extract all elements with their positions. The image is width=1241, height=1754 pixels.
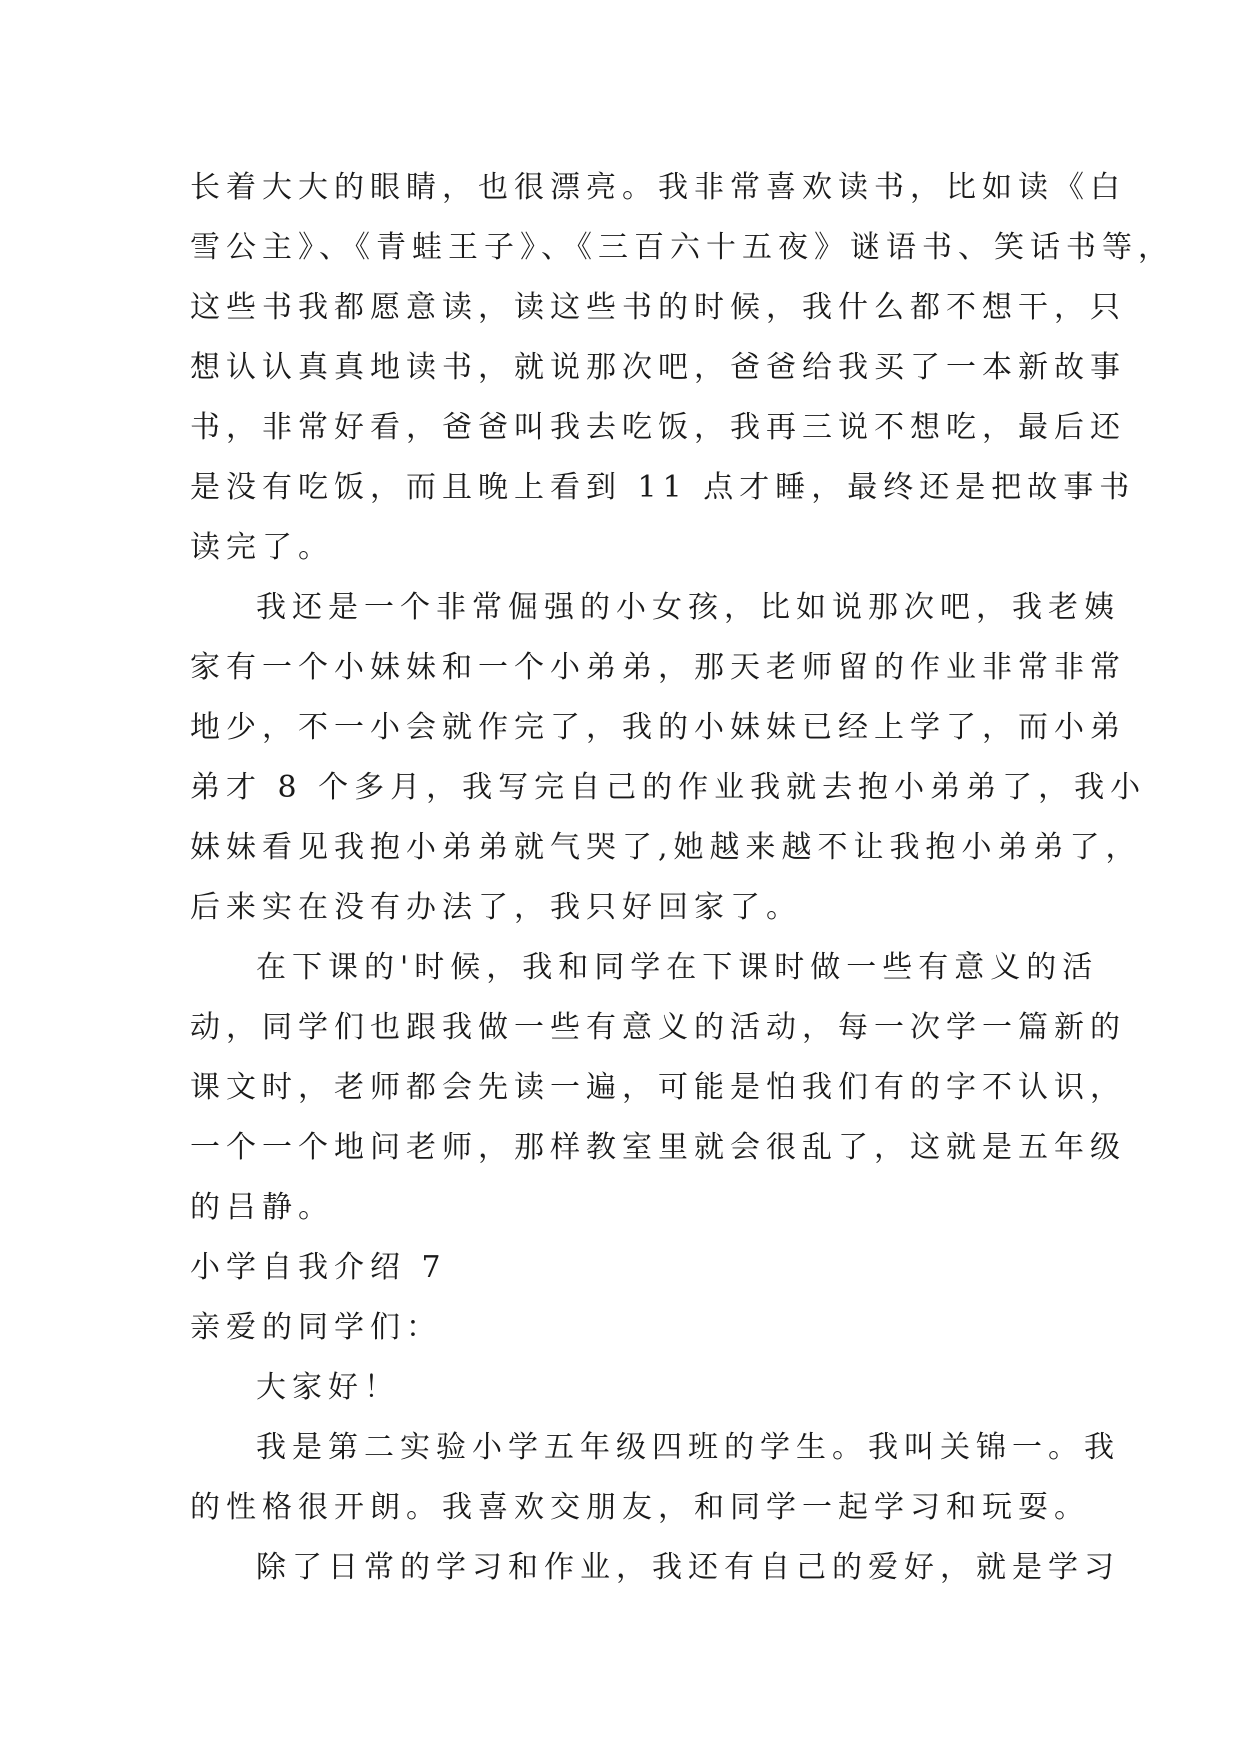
text-line-8: 我还是一个非常倔强的小女孩，比如说那次吧，我老姨 bbox=[256, 590, 1120, 625]
text-line-9: 家有一个小妹妹和一个小弟弟，那天老师留的作业非常非常 bbox=[190, 650, 1126, 685]
text-line-7: 读完了。 bbox=[190, 530, 334, 565]
text-line-12: 妹妹看见我抱小弟弟就气哭了,她越来越不让我抱小弟弟了， bbox=[190, 830, 1142, 865]
text-line-15: 动，同学们也跟我做一些有意义的活动，每一次学一篇新的 bbox=[190, 1010, 1126, 1045]
text-line-24: 除了日常的学习和作业，我还有自己的爱好，就是学习 bbox=[256, 1550, 1120, 1585]
greeting: 大家好！ bbox=[256, 1370, 400, 1405]
text-line-11: 弟才 8 个多月，我写完自己的作业我就去抱小弟弟了，我小 bbox=[190, 770, 1147, 805]
text-line-14: 在下课的'时候，我和同学在下课时做一些有意义的活 bbox=[256, 950, 1099, 985]
text-line-3: 这些书我都愿意读，读这些书的时候，我什么都不想干，只 bbox=[190, 290, 1126, 325]
text-line-16: 课文时，老师都会先读一遍，可能是怕我们有的字不认识， bbox=[190, 1070, 1126, 1105]
text-line-1: 长着大大的眼睛，也很漂亮。我非常喜欢读书，比如读《白 bbox=[190, 170, 1126, 205]
section-heading: 小学自我介绍 7 bbox=[190, 1250, 447, 1285]
text-line-22: 我是第二实验小学五年级四班的学生。我叫关锦一。我 bbox=[256, 1430, 1120, 1465]
text-line-13: 后来实在没有办法了，我只好回家了。 bbox=[190, 890, 802, 925]
text-line-2: 雪公主》、《青蛙王子》、《三百六十五夜》谜语书、笑话书等， bbox=[190, 230, 1174, 265]
text-line-10: 地少，不一小会就作完了，我的小妹妹已经上学了，而小弟 bbox=[190, 710, 1126, 745]
text-line-18: 的吕静。 bbox=[190, 1190, 334, 1225]
document-body bbox=[190, 158, 1174, 1598]
text-line-5: 书，非常好看，爸爸叫我去吃饭，我再三说不想吃，最后还 bbox=[190, 410, 1126, 445]
salutation: 亲爱的同学们： bbox=[190, 1310, 442, 1345]
text-line-6: 是没有吃饭，而且晚上看到 11 点才睡，最终还是把故事书 bbox=[190, 470, 1136, 505]
text-line-4: 想认认真真地读书，就说那次吧，爸爸给我买了一本新故事 bbox=[190, 350, 1126, 385]
text-line-17: 一个一个地问老师，那样教室里就会很乱了，这就是五年级 bbox=[190, 1130, 1126, 1165]
text-line-23: 的性格很开朗。我喜欢交朋友，和同学一起学习和玩耍。 bbox=[190, 1490, 1090, 1525]
